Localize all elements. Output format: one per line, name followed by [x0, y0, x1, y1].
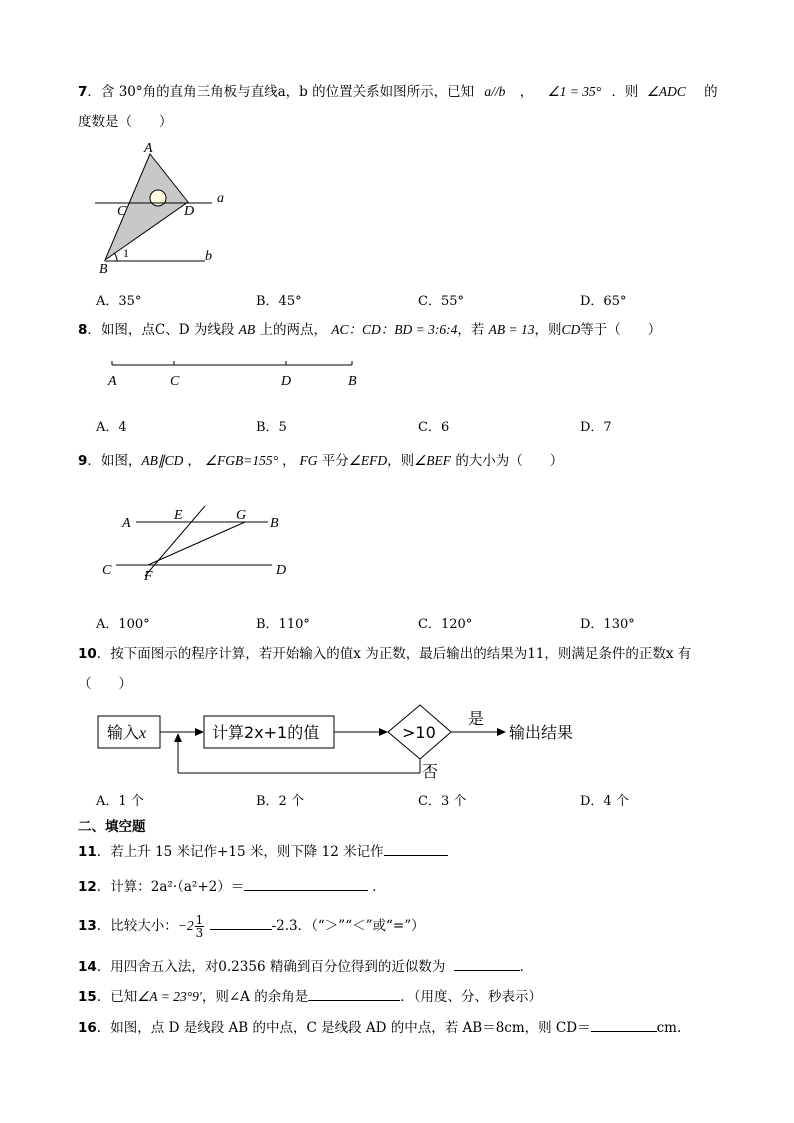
- q8-option-a[interactable]: A．4: [96, 420, 127, 435]
- label-a: a: [217, 191, 224, 206]
- input-label: 输入x: [107, 723, 147, 742]
- label-A: A: [144, 141, 153, 156]
- question-number: 10: [78, 646, 97, 662]
- question-number: 9: [78, 453, 88, 469]
- question-text: 的: [704, 84, 718, 100]
- line-fg: [148, 522, 245, 565]
- question-text: ．如图，点C、D 为线段: [87, 322, 235, 338]
- figure-q9: [100, 500, 300, 590]
- mixed-number-whole: −2: [177, 918, 194, 933]
- label-1: 1: [123, 246, 129, 260]
- q9-option-a[interactable]: A．100°: [96, 617, 150, 632]
- label-D: D: [281, 374, 292, 389]
- q7-option-c[interactable]: C．55°: [418, 294, 464, 309]
- answer-blank[interactable]: [308, 986, 400, 1001]
- question-text: ．则: [611, 84, 639, 100]
- question-text: ．如图，点 D 是线段 AB 的中点，C 是线段 AD 的中点，若 AB＝8cm，则 CD＝: [96, 1020, 591, 1036]
- question-number: 15: [78, 989, 97, 1005]
- answer-blank[interactable]: [384, 841, 448, 856]
- question-number: 8: [78, 322, 88, 338]
- question-text: ．用四舍五入法，对0.2356 精确到百分位得到的近似数为: [96, 959, 446, 975]
- question-7-line2: 度数是（ ）: [78, 114, 173, 130]
- label-F: F: [144, 569, 153, 584]
- label-C: C: [170, 374, 180, 389]
- answer-blank[interactable]: [591, 1017, 657, 1032]
- question-text: ．按下面图示的程序计算，若开始输入的值x 为正数，最后输出的结果为11，则满足条件的正数x 有: [96, 646, 692, 662]
- question-11: [78, 841, 448, 862]
- question-end: ．（用度、分、秒表示）: [400, 989, 542, 1005]
- compare-value: -2.3: [271, 918, 298, 934]
- label-B: B: [99, 262, 108, 277]
- label-A: A: [108, 374, 117, 389]
- label-A: A: [122, 516, 131, 531]
- question-text: 的大小为（ ）: [455, 453, 564, 469]
- q8-option-d[interactable]: D．7: [580, 420, 612, 435]
- segment-cd: CD: [561, 322, 581, 337]
- q10-option-b[interactable]: B．2 个: [256, 794, 304, 809]
- label-C: C: [117, 204, 127, 219]
- condition: AB = 13: [488, 322, 535, 337]
- q9-option-b[interactable]: B．110°: [256, 617, 310, 632]
- question-12: [78, 876, 386, 897]
- bisected-angle: ∠EFD: [348, 453, 388, 468]
- question-number: 14: [78, 959, 97, 975]
- question-text: ．若上升 15 米记作+15 米，则下降 12 米记作: [96, 844, 384, 860]
- question-text: ．含 30°角的直角三角板与直线a，b 的位置关系如图所示，已知: [87, 84, 475, 100]
- question-note: ．（“＞”“＜”或“=”）: [297, 918, 425, 934]
- separator: ，: [187, 453, 201, 469]
- condition-parallel: a//b: [484, 84, 506, 99]
- q7-option-a[interactable]: A．35°: [96, 294, 142, 309]
- bisector: FG: [299, 453, 318, 468]
- question-number: 11: [78, 844, 97, 860]
- label-E: E: [174, 508, 183, 523]
- q10-option-a[interactable]: A．1 个: [96, 794, 144, 809]
- figure-q8: [100, 356, 370, 392]
- segment-ab: AB: [238, 322, 256, 337]
- separator: ，: [519, 84, 534, 100]
- question-9: [78, 451, 563, 471]
- question-number: 12: [78, 879, 97, 895]
- ratio: AC：CD：BD = 3:6:4: [331, 322, 458, 337]
- question-text: ，若: [457, 322, 485, 338]
- label-D: D: [276, 563, 287, 578]
- ruler-hole: [150, 190, 166, 206]
- question-text: ，则: [534, 322, 562, 338]
- question-text: ．比较大小：: [96, 918, 178, 934]
- figure-q7: [90, 140, 240, 280]
- question-10-line2: （ ）: [78, 676, 132, 692]
- q7-option-d[interactable]: D．65°: [580, 294, 627, 309]
- question-text: 平分: [321, 453, 349, 469]
- question-end: ．: [372, 879, 386, 895]
- q9-option-d[interactable]: D．130°: [580, 617, 635, 632]
- label-b: b: [205, 249, 212, 264]
- condition-angle: ∠1 = 35°: [547, 84, 602, 99]
- q8-option-b[interactable]: B．5: [256, 420, 287, 435]
- question-8: [78, 320, 661, 340]
- angle-1-arc: [114, 253, 117, 261]
- q10-option-d[interactable]: D．4 个: [580, 794, 629, 809]
- q8-option-c[interactable]: C．6: [418, 420, 450, 435]
- label-C: C: [102, 563, 112, 578]
- section-title: 二、填空题: [78, 819, 146, 835]
- question-number: 7: [78, 84, 88, 100]
- question-text: ，则∠A 的余角是: [201, 989, 309, 1005]
- q10-option-c[interactable]: C．3 个: [418, 794, 467, 809]
- question-text: ．已知: [96, 989, 138, 1005]
- question-10: [78, 644, 691, 664]
- fraction-numerator: 1: [195, 913, 204, 927]
- condition-label: >10: [402, 723, 436, 742]
- question-text: ，则: [387, 453, 415, 469]
- no-label: 否: [422, 762, 439, 781]
- flowchart-q10: [96, 700, 596, 786]
- fraction-denominator: 3: [195, 926, 204, 940]
- question-15: [78, 986, 542, 1007]
- separator: ，: [282, 453, 296, 469]
- question-end: cm.: [656, 1020, 682, 1036]
- label-G: G: [236, 508, 247, 523]
- answer-blank[interactable]: [210, 915, 272, 930]
- calc-label: 计算2x+1的值: [212, 723, 320, 742]
- q7-option-b[interactable]: B．45°: [256, 294, 302, 309]
- question-number: 16: [78, 1020, 97, 1036]
- output-label: 输出结果: [509, 723, 574, 742]
- question-text: 等于（ ）: [580, 322, 662, 338]
- yes-label: 是: [468, 709, 485, 728]
- condition-parallel: AB∥CD: [141, 453, 184, 468]
- question-16: [78, 1017, 681, 1038]
- answer-blank[interactable]: [454, 956, 520, 971]
- question-7: [78, 82, 718, 102]
- label-B: B: [270, 516, 279, 531]
- answer-blank[interactable]: [244, 876, 368, 891]
- target-angle: ∠BEF: [414, 453, 452, 468]
- question-number: 13: [78, 918, 97, 934]
- question-text: ．如图，: [87, 453, 142, 469]
- question-13: [78, 914, 425, 939]
- target-angle: ∠ADC: [646, 84, 686, 99]
- condition-angle: ∠FGB=155°: [204, 453, 279, 468]
- question-text: 上的两点，: [259, 322, 327, 338]
- label-D: D: [184, 204, 195, 219]
- q9-option-c[interactable]: C．120°: [418, 617, 473, 632]
- question-end: ．: [519, 959, 534, 975]
- question-14: [78, 956, 533, 977]
- given-angle: ∠A = 23°9′: [137, 989, 202, 1004]
- label-B: B: [348, 374, 357, 389]
- fraction: [195, 914, 205, 939]
- question-text: ．计算：2a²·（a²+2）＝: [96, 879, 245, 895]
